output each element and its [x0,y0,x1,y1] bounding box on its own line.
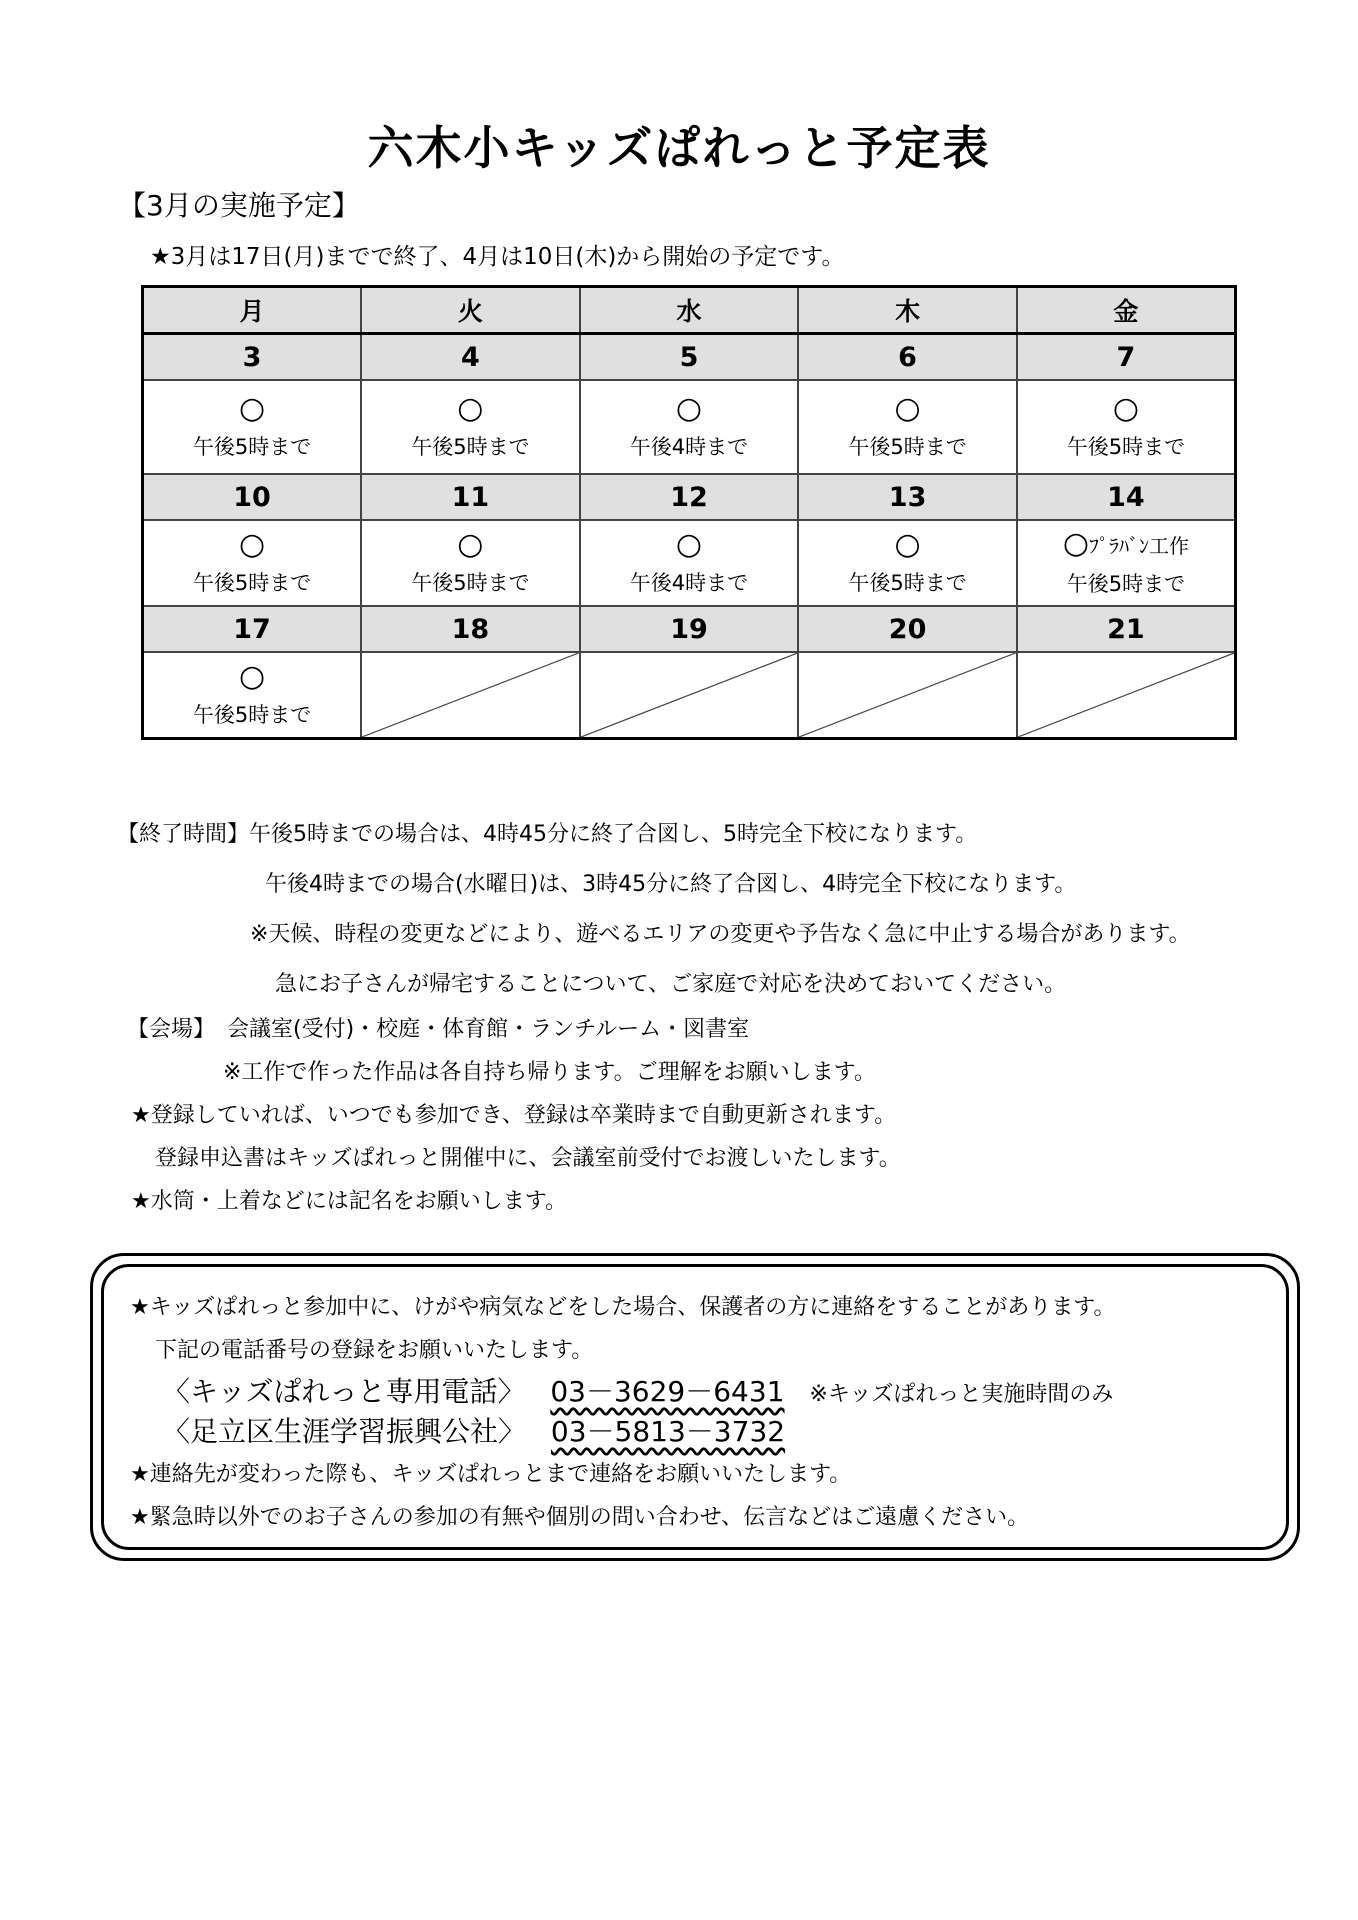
date-cell: 13 [798,474,1017,520]
day-cell [798,520,1017,606]
closed-slash [362,653,579,737]
date-cell: 11 [361,474,580,520]
open-mark: ○ [238,659,266,694]
weekday-wed: 水 [580,287,799,334]
day-cell [580,380,799,474]
contact-line-1: ★キッズぱれっと参加中に、けがや病気などをした場合、保護者の方に連絡をすることがあります。 [130,1295,1116,1320]
date-cell: 21 [1017,606,1236,652]
weekday-tue: 火 [361,287,580,334]
weekday-thu: 木 [798,287,1017,334]
end-time-label: 【終了時間】 [117,822,250,847]
phone-note: ※キッズぱれっと実施時間のみ [809,1382,1114,1407]
schedule-calendar [141,285,1237,740]
day-cell [580,520,799,606]
day-cell [361,380,580,474]
day-cell [1017,520,1236,606]
date-cell: 20 [798,606,1017,652]
date-cell: 18 [361,606,580,652]
date-cell: 12 [580,474,799,520]
open-mark [1018,527,1234,563]
activity-label: ﾌﾟﾗﾊﾞﾝ工作 [1089,534,1190,558]
closed-day-cell [361,652,580,739]
hours-label: 午後5時まで [411,571,530,595]
contact-row-foundation [162,1410,785,1450]
phone-number: 03－5813－3732 [550,1415,786,1448]
open-mark: ○ [675,527,703,562]
open-mark: ○ [675,391,703,426]
day-cell [798,380,1017,474]
date-cell: 10 [143,474,362,520]
contact-label: 〈キッズぱれっと専用電話〉 [162,1375,526,1408]
end-time-row [117,817,977,848]
day-cell [143,380,362,474]
hours-label: 午後4時まで [629,571,749,595]
date-cell: 14 [1017,474,1236,520]
date-cell: 3 [143,334,362,381]
contact-row-kids [162,1370,1113,1410]
hours-label: 午後5時まで [192,703,312,727]
phone-number: 03－3629－6431 [550,1375,785,1408]
registration-note-2: 登録申込書はキッズぱれっと開催中に、会議室前受付でお渡しいたします。 [155,1146,901,1171]
closed-day-cell [580,652,799,739]
open-mark: ○ [457,391,484,426]
closed-day-cell [798,652,1017,739]
belongings-note: ★水筒・上着などには記名をお願いします。 [131,1189,567,1214]
open-mark: ○ [1112,391,1140,426]
hours-label: 午後5時まで [192,435,312,459]
open-mark: ○ [894,391,921,426]
date-cell: 7 [1017,334,1236,381]
page-title: 六木小キッズぱれっと予定表 [367,121,991,175]
day-cell [143,652,362,739]
month-subtitle: 【3月の実施予定】 [118,189,360,222]
day-cell [361,520,580,606]
open-mark: ○ [894,527,921,562]
contact-line-3: ★連絡先が変わった際も、キッズぱれっとまで連絡をお願いいたします。 [130,1462,852,1487]
venue-text: 会議室(受付)・校庭・体育館・ランチルーム・図書室 [227,1017,750,1042]
venue-note: ※工作で作った作品は各自持ち帰ります。ご理解をお願いします。 [223,1060,876,1085]
closed-slash [581,653,798,737]
contact-line-4: ★緊急時以外でのお子さんの参加の有無や個別の問い合わせ、伝言などはご遠慮ください。 [130,1505,1030,1530]
hours-label: 午後5時まで [411,435,530,459]
closed-slash [1018,653,1234,737]
hours-label: 午後5時まで [848,571,967,595]
end-time-text: 午後5時までの場合は、4時45分に終了合図し、5時完全下校になります。 [249,822,978,847]
venue-label: 【会場】 [127,1017,216,1042]
registration-note: ★登録していれば、いつでも参加でき、登録は卒業時まで自動更新されます。 [131,1103,897,1128]
date-cell: 5 [580,334,799,381]
hours-label: 午後4時まで [629,435,749,459]
open-mark: ○ [238,527,266,562]
open-mark-symbol: ○ [1062,526,1090,561]
weekday-fri: 金 [1017,287,1236,334]
hours-label: 午後5時まで [192,571,312,595]
closed-day-cell [1017,652,1236,739]
date-cell: 19 [580,606,799,652]
contact-label: 〈足立区生涯学習振興公社〉 [162,1415,527,1448]
open-mark: ○ [238,391,266,426]
end-time-text-2: 午後4時までの場合(水曜日)は、3時45分に終了合図し、4時完全下校になります。 [265,872,1077,897]
day-cell [143,520,362,606]
date-cell: 17 [143,606,362,652]
weekday-mon: 月 [143,287,362,334]
contact-line-2: 下記の電話番号の登録をお願いいたします。 [155,1338,594,1363]
weather-note: ※天候、時程の変更などにより、遊べるエリアの変更や予告なく急に中止する場合があります。 [250,922,1191,947]
venue-row [127,1012,749,1043]
date-cell: 6 [798,334,1017,381]
hours-label: 午後5時まで [1066,435,1186,459]
closed-slash [799,653,1016,737]
weather-note-2: 急にお子さんが帰宅することについて、ご家庭で対応を決めておいてください。 [275,972,1067,997]
open-mark: ○ [457,527,484,562]
day-cell [1017,380,1236,474]
hours-label: 午後5時まで [1066,572,1186,596]
date-cell: 4 [361,334,580,381]
schedule-note: ★3月は17日(月)までで終了、4月は10日(木)から開始の予定です。 [150,244,845,270]
hours-label: 午後5時まで [848,435,967,459]
